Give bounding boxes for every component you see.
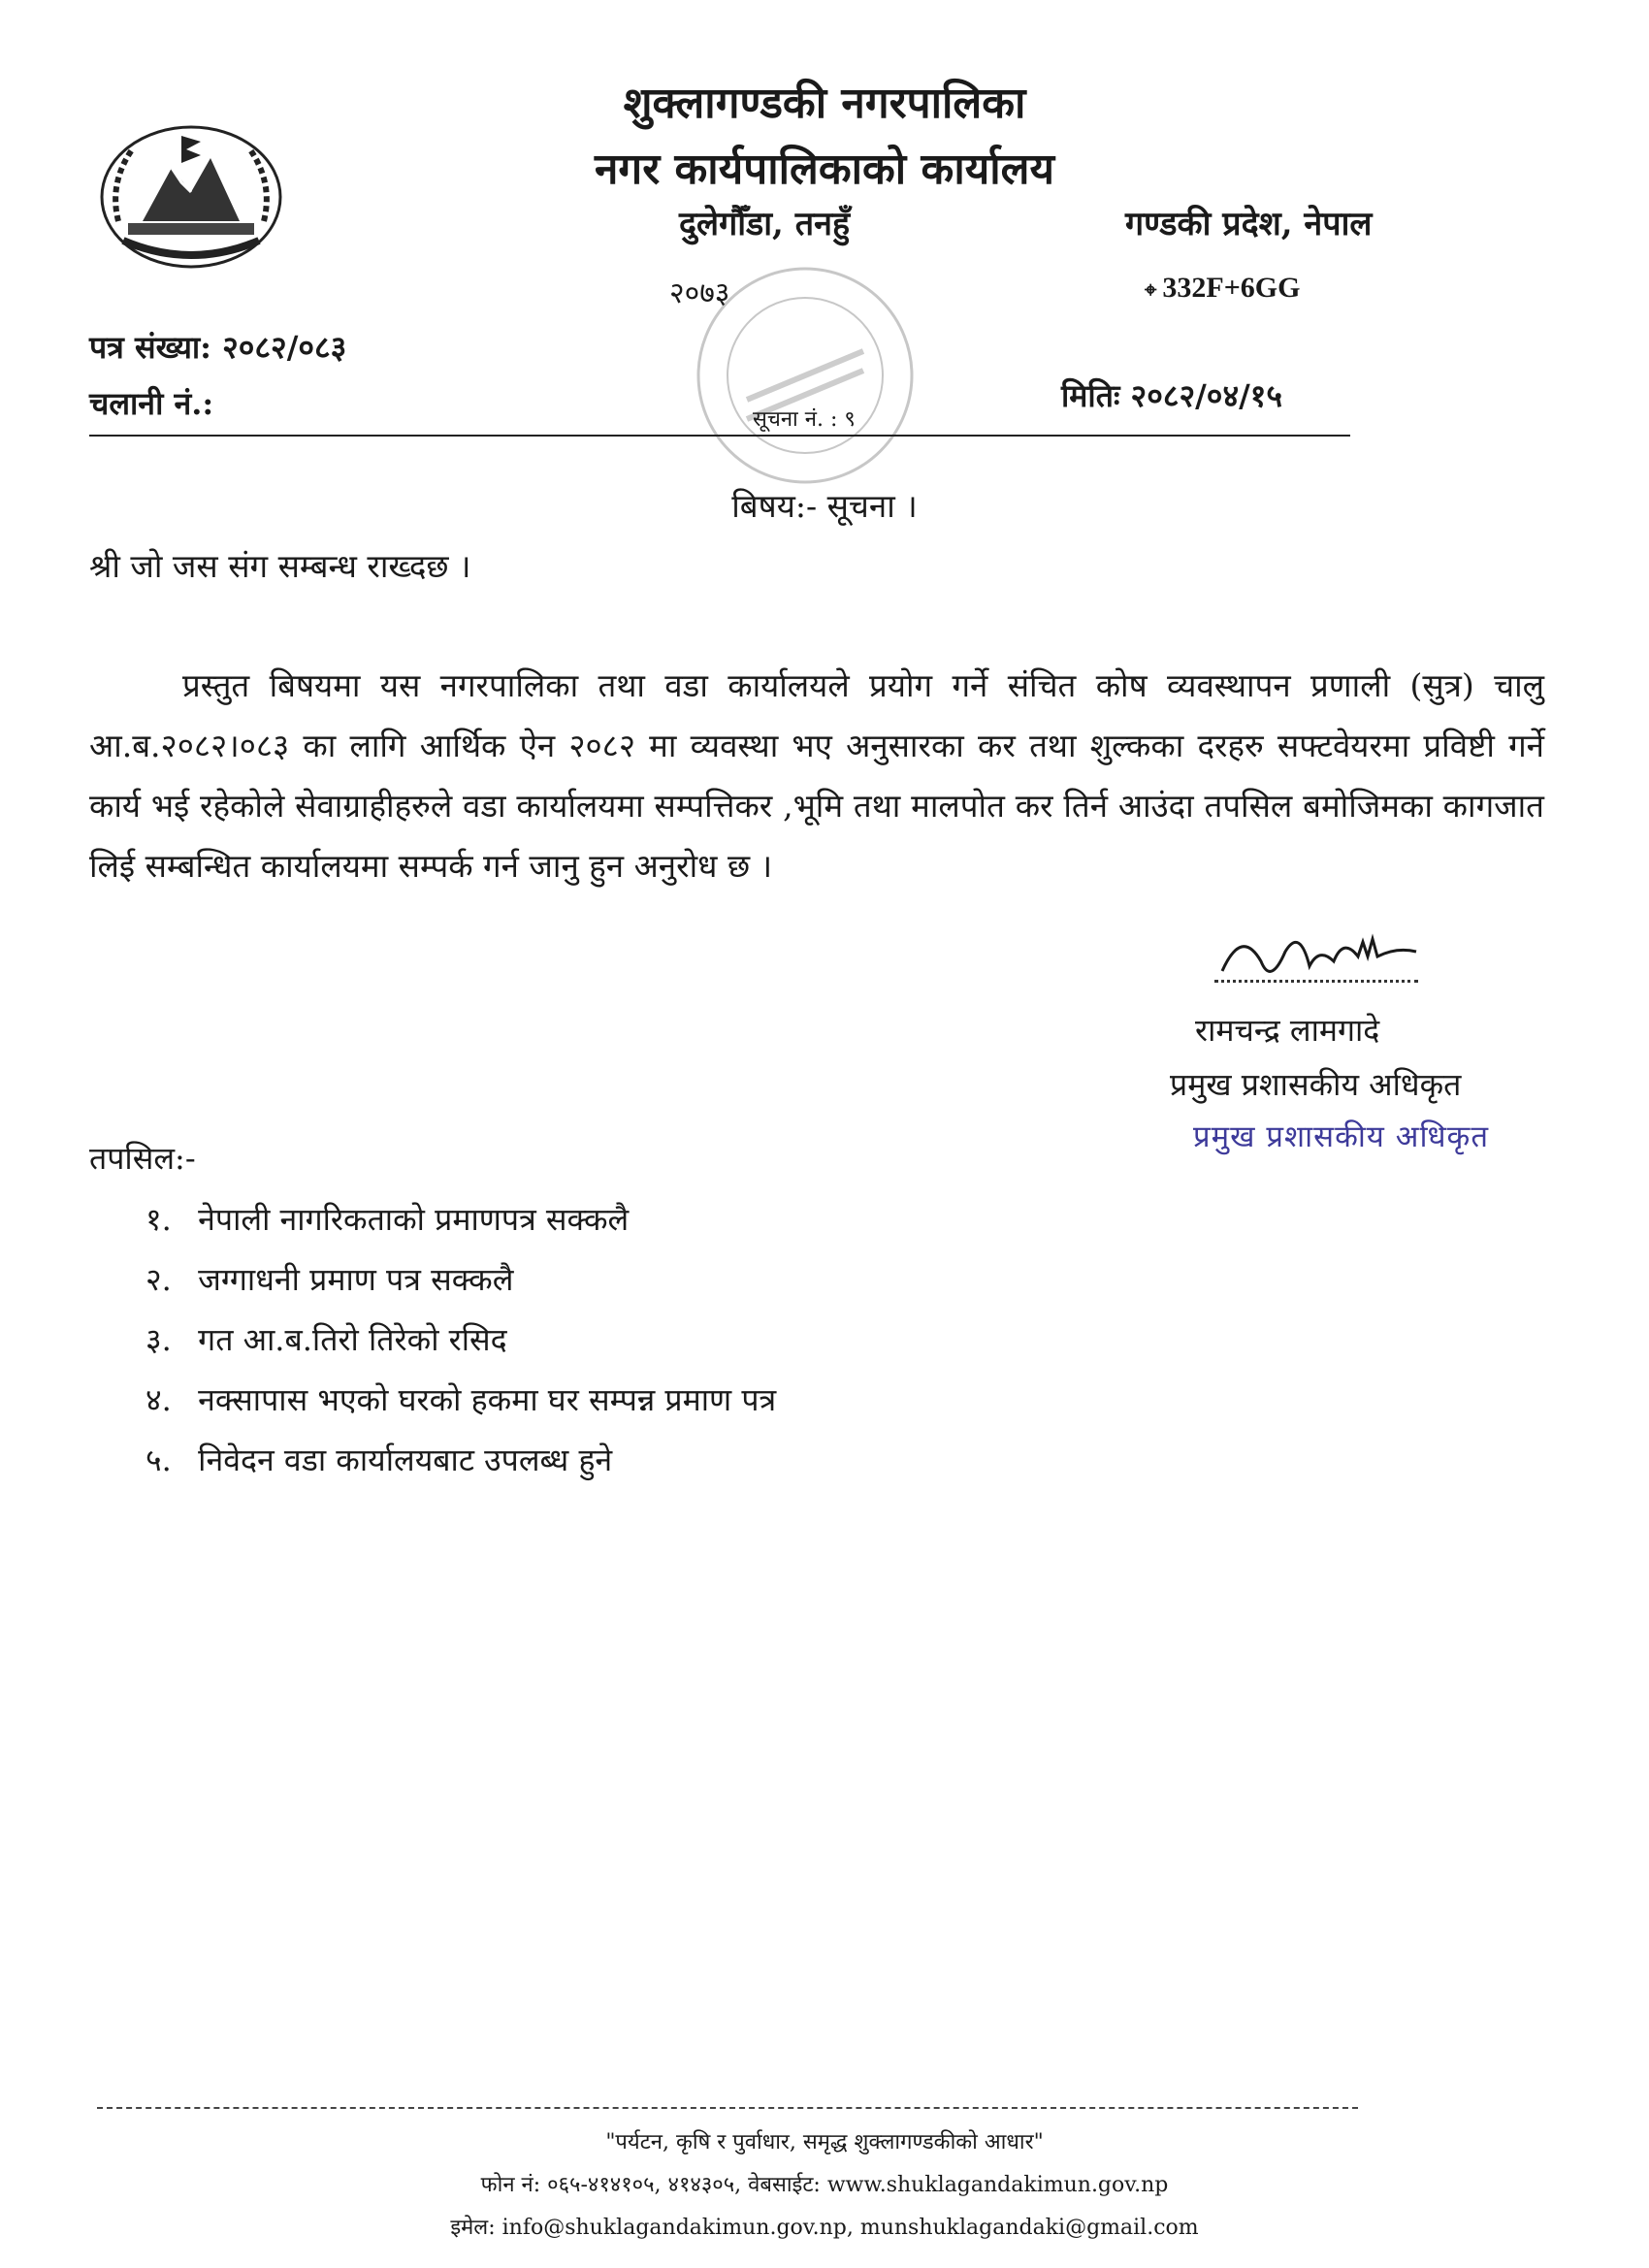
signer-title-stamp: प्रमुख प्रशासकीय अधिकृत [1193,1119,1490,1154]
office-name: नगर कार्यपालिकाको कार्यालय [595,145,1054,194]
letter-salutation: श्री जो जस संग सम्बन्ध राख्दछ । [89,547,471,585]
signature-line [1214,980,1418,983]
list-item: २. जग्गाधनी प्रमाण पत्र सक्कलै [146,1261,514,1298]
footer-email: इमेल: info@shuklagandakimun.gov.np, munshuklagandaki@gmail.com [450,2216,1199,2240]
reference-number: पत्र संख्या: २०८२/०८३ [89,329,347,366]
list-item: ५. निवेदन वडा कार्यालयबाट उपलब्ध हुने [146,1442,613,1478]
annex-heading: तपसिल:- [89,1140,196,1177]
footer-contact: फोन नं: ०६५-४१४१०५, ४१४३०५, वेबसाईट: www.shuklagandakimun.gov.np [480,2173,1169,2197]
list-item: ३. गत आ.ब.तिरो तिरेको रसिद [146,1321,507,1358]
plus-code-value: 332F+6GG [1162,272,1301,304]
list-item: १. नेपाली नागरिकताको प्रमाणपत्र सक्कलै [146,1201,630,1238]
letter-subject: बिषय:- सूचना । [731,487,918,525]
footer-divider [97,2107,1358,2109]
letter-body: प्रस्तुत बिषयमा यस नगरपालिका तथा वडा कार्यालयले प्रयोग गर्ने संचित कोष व्यवस्थापन प्रणाली (सुत्र) चालु आ.ब.२०८२।०८३ का लागि आर्थिक ऐन २०८२ मा व्यवस्था भए अनुसारका कर तथा शुल्कका दरहरु सफ्टवेयरमा प्रविष्टी गर्ने कार्य भई रहेकोले सेवाग्राहीहरुले वडा कार्यालयमा सम्पत्तिकर ,भूमि तथा मालपोत कर तिर्न आउंदा तपसिल बमोजिमका कागजात लिई सम्बन्धित कार्यालयमा सम्पर्क गर्न जानु हुन अनुरोध छ । [89,666,1544,885]
signature-icon [1212,918,1426,995]
office-stamp-icon [679,254,931,497]
office-location: दुलेगौँडा, तनहुँ [679,205,851,243]
signer-title: प्रमुख प्रशासकीय अधिकृत [1170,1066,1462,1103]
plus-code [1145,272,1300,305]
signer-name: रामचन्द्र लामगादे [1195,1012,1380,1049]
dispatch-number: चलानी नं.: [89,385,214,422]
footer-motto: "पर्यटन, कृषि र पुर्वाधार, समृद्ध शुक्लागण्डकीको आधार" [605,2130,1044,2155]
list-item: ४. नक्सापास भएको घरको हकमा घर सम्पन्न प्रमाण पत्र [146,1381,777,1418]
established-year: २०७३ [669,276,730,310]
letter-date: मितिः २०८२/०४/१५ [1061,377,1283,414]
province: गण्डकी प्रदेश, नेपाल [1125,205,1373,243]
header-divider [89,435,1350,437]
org-name: शुक्लागण्डकी नगरपालिका [623,79,1026,128]
notice-number: सूचना नं. : ९ [753,407,856,432]
annex-list [146,1189,776,1490]
location-pin-icon: ⌖ [1145,277,1157,302]
